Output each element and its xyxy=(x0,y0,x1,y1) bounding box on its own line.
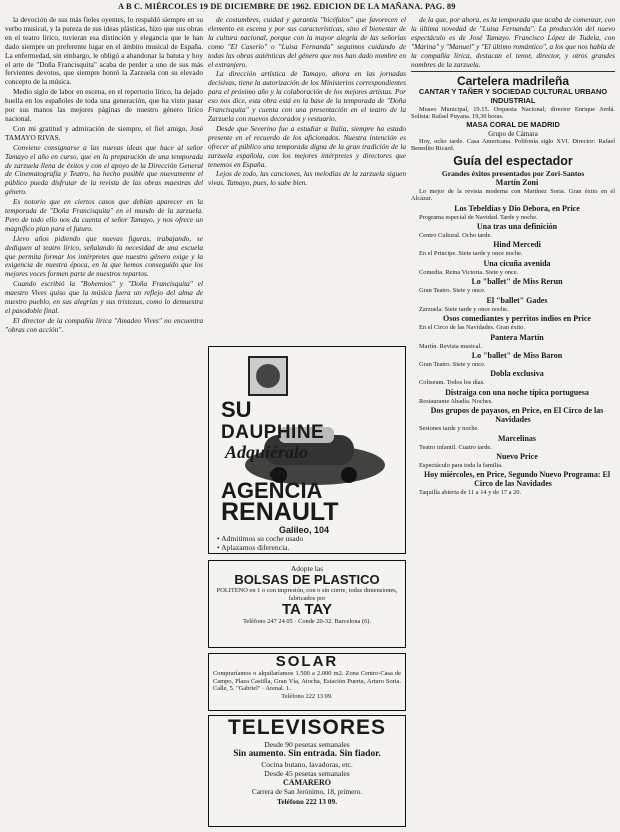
list-item: Martín Zoni Lo mejor de la revista moderna con Martínez Soria. Gran éxito en el Alcázar. xyxy=(411,177,615,203)
ad-brand: RENAULT xyxy=(221,498,339,526)
coral-body: Hoy, ocho tarde. Casa Americana. Polifonía siglo XVI. Director: Rafael Benedito Ricard. xyxy=(411,138,615,153)
italic-paragraph: Conviene consignarse a las nuevas ideas que hace al señor Tamayo el año en curso, que en la preparación de una temporada de zarzuela llena de éxitos y con el apoyo de la Dirección General de Cinematografía y Teatro, ha hecho posible que nuevamente el público pueda disfrutar de la revista de las obras maestras del género. xyxy=(5,142,203,197)
renault-dauphine-ad xyxy=(208,346,406,554)
italic-paragraph: Desde que Severino fue a estudiar a Italia, siempre ha estado presente en el recuerdo de los aficionados. Nuestra intención es ofrecer al público una temporada digna de la gran tradición de la zarzuela española, con los mejores intérpretes y directores que tenemos en España. xyxy=(208,123,406,169)
intro-paragraph: de la que, por ahora, es la temporada que acaba de comenzar, con la última novedad de "Luisa Fernanda". La producción del nuevo espectáculo es de José Tamayo. Francisco López de Tudela, con "Marina" y "Manuel" y "El último romántico", a los que nos habla de la compañía lírica, destacan el tenor, director, y otros grandes nombres de la zarzuela. xyxy=(411,16,615,69)
ad-title: TELEVISORES xyxy=(227,716,387,739)
column-1 xyxy=(5,16,203,828)
ad-address: Galileo, 104 xyxy=(279,525,330,535)
list-item: Distraiga con una noche típica portuguesa Restaurante Abadía. Noches. xyxy=(419,387,589,405)
divider xyxy=(411,71,615,72)
list-item: Marcelinas Teatro infantil. Cuatro tarde. xyxy=(419,433,537,451)
guia-title: Guía del espectador xyxy=(453,153,573,168)
italic-paragraph: Es notorio que en ciertos casos que debían aparecer en la temporada de "Doña Francisquita" en el mundo de la zarzuela. Pero de todo ello nos da cuenta el señor Tamayo, y nos ofrece un magnífico plan para el futuro. xyxy=(5,197,203,233)
list-item: Pantera Martín Martín. Revista musical. xyxy=(419,332,544,350)
cartelera-title: Cartelera madrileña xyxy=(456,74,570,89)
list-item: Lo "ballet" de Miss Rerun Gran Teatro. Siete y once. xyxy=(419,277,563,295)
ad-phones: Teléfono 247 24 05 · Conde 20-32. Barcelona (6). xyxy=(242,618,372,626)
list-item: El "ballet" Gades Zarzuela. Siete tarde y once noche. xyxy=(419,295,548,313)
cantar-title: CANTAR Y TAÑER Y SOCIEDAD CULTURAL URBANO INDUSTRIAL xyxy=(418,87,608,106)
list-item: Dobla exclusiva Coliseum. Todos los días. xyxy=(419,369,544,387)
ad-model: DAUPHINE xyxy=(221,422,325,443)
list-item: Los Tebeldías y Dio Debora, en Price Programa especial de Navidad. Tarde y noche. xyxy=(419,203,580,221)
ad-en: en xyxy=(269,465,286,481)
ad-intro: Adopte las xyxy=(290,564,324,573)
list-item: Osos comediantes y perritos indios en Price En el Circo de las Navidades. Gran éxito. xyxy=(419,314,591,332)
ad-title: BOLSAS DE PLASTICO xyxy=(234,572,380,587)
list-item: Una tras una definición Centro Cultural. Ocho tarde. xyxy=(419,222,558,240)
list-item: Hoy miércoles, en Price, Segundo Nuevo Programa: El Circo de las Navidades Taquilla abierta de 11 a 14 y de 17 a 20. xyxy=(419,470,611,497)
italic-paragraph: de costumbres, cuidad y garantía "bicéfalos" que favorecen el elemento en escena y por sus características, sino el bienestar de la cultura nacional, porque con la mayor alegría de las señorías como "El Caserío" o "Luisa Fernanda" seguimos cuidando de todas las obras auténticas del género que nos han dado nombre en el extranjero. xyxy=(208,16,406,69)
ad-phone: Teléfono 222 13 09. xyxy=(276,797,338,806)
ad-slogan: Adquiéralo xyxy=(225,442,309,462)
paragraph: Con mi gratitud y admiración de siempre, el fiel amigo, José TAMAYO RIVAS. xyxy=(5,123,203,142)
ad-bullet-1: • Admitimos su coche usado xyxy=(217,534,304,543)
paragraph: Medio siglo de labor en escena, en el repertorio lírico, ha dejado huella en los españoles de toda una generación, que ha visto pasar por sus manos las mejores páginas de nuestro género lírico nacional. xyxy=(5,87,203,123)
solar-ad xyxy=(208,653,406,711)
cantar-body: Museo Municipal, 19.15. Orquesta Nacional; director Enrique Jordá. Solista: Rafael Puyana. 19,30 horas. xyxy=(411,105,615,121)
list-item: Dos grupos de payasos, en Price, en El Circo de las Navidades Sesiones tarde y noche. xyxy=(419,406,604,433)
ad-agencia: AGENCIA xyxy=(221,478,323,503)
column-3 xyxy=(411,16,615,828)
ad-brand: TA TAY xyxy=(281,601,332,619)
bolsas-plastico-ad xyxy=(208,560,406,648)
televisores-ad xyxy=(208,715,406,827)
ad-su: SU xyxy=(221,397,252,422)
header-text: A B C. MIÉRCOLES 19 DE DICIEMBRE DE 1962. EDICION DE LA MAÑANA. PAG. 89 xyxy=(118,2,456,11)
coral-title: MASA CORAL DE MADRID xyxy=(466,120,560,130)
guia-subtitle: Grandes éxitos presentados por Zori-Santos xyxy=(441,168,585,178)
ad-body: POLITENO en 1 o con impresión, con o sin cierre, todas dimensiones, fabricados por xyxy=(216,587,398,602)
list-item: Una cicuña avenida Comedia. Reina Victoria. Siete y once. xyxy=(419,258,551,276)
column-2-top xyxy=(208,16,406,341)
ad-brand: CAMARERO xyxy=(283,778,331,787)
ad-title: SOLAR xyxy=(275,653,339,670)
ad-address: Carrera de San Jerónimo, 18, primero. xyxy=(251,788,363,796)
italic-paragraph: La dirección artística de Tamayo, ahora en las jornadas decisivas, tiene la autorización de los Ministerios correspondientes para el próximo año y la colaboración de los mejores artistas. Por eso nos dice, esta obra está en la base de la temporada de "Doña Francisquita" y cuenta con una presentación en el teatro de la Zarzuela con nuevos decorados y vestuario. xyxy=(208,69,406,123)
ad-bullet-2: • Aplazamos diferencia. xyxy=(217,543,290,552)
ad-body: Compraríamos o alquilaríamos 1.500 a 2.000 m2. Zona Centro-Casa de Campo, Plaza Castilla, Gran Vía, Atocha, Estación Puerta, Arturo Soria. Calle, 5. "Gabriel" · Arenal. 1. xyxy=(213,670,401,693)
ad-line-4: Desde 45 pesetas semanales xyxy=(264,769,350,778)
list-item: Hind Mercedi En el Principe. Siete tarde y once noche. xyxy=(419,240,541,258)
event-list xyxy=(411,178,615,497)
ad-line-3: Cocina butano, lavadoras, etc. xyxy=(261,760,353,769)
italic-paragraph: Cuando escribió la "Bohemios" y "Doña Francisquita" el maestro Vives quiso que la música fuera un reflejo del alma de nuestro pueblo, en sus alegrías y sus tristezas, como lo demuestra el pasodoble final. xyxy=(5,279,203,315)
ad-line-1: Desde 90 pesetas semanales xyxy=(264,740,350,749)
list-item: Lo "ballet" de Miss Baron Gran Teatro. Siete y once. xyxy=(419,350,563,368)
ad-footer: Teléfono 222 13 09. xyxy=(281,692,333,700)
list-item: Nuevo Price Espectáculo para toda la familia. xyxy=(419,451,538,469)
page-header xyxy=(0,0,620,14)
coral-subtitle: Grupo de Cámara xyxy=(488,130,538,139)
italic-paragraph: Llevo años pidiendo que nuevas figuras, trabajando, se dediquen al teatro lírico, señalando la necesidad de una escuela que permita formar los intérpretes que nuestro género exige y la exigencia de nuestra época, en la que hemos conseguido que los mejores voces formen parte de nuestros repartos. xyxy=(5,233,203,279)
ad-line-2: Sin aumento. Sin entrada. Sin fiador. xyxy=(233,749,381,759)
paragraph: la devoción de sus más fieles oyentes, lo respaldó siempre en su verbo musical, y la pureza de sus ideas plásticas, hizo que sus obras en el teatro lírico, tuvieran esa distinción y elegancia que le han dado siempre un preferente lugar en el ámbito musical de España. La enfermedad, sin embargo, le obligó a abandonar la batuta y hoy el arte de "Doña Francisquita" acaba de perder a uno de sus más fervientes devotos, que siempre honró la Zarzuela con su elevado concepto de la música. xyxy=(5,16,203,87)
italic-paragraph: Lejos de todo, las canciones, las melodías de la zarzuela siguen vivas. Tamayo, pues, lo sabe bien. xyxy=(208,169,406,188)
italic-paragraph: El director de la compañía lírica "Amadeo Vives" no encuentra "obras con acción". xyxy=(5,315,203,334)
